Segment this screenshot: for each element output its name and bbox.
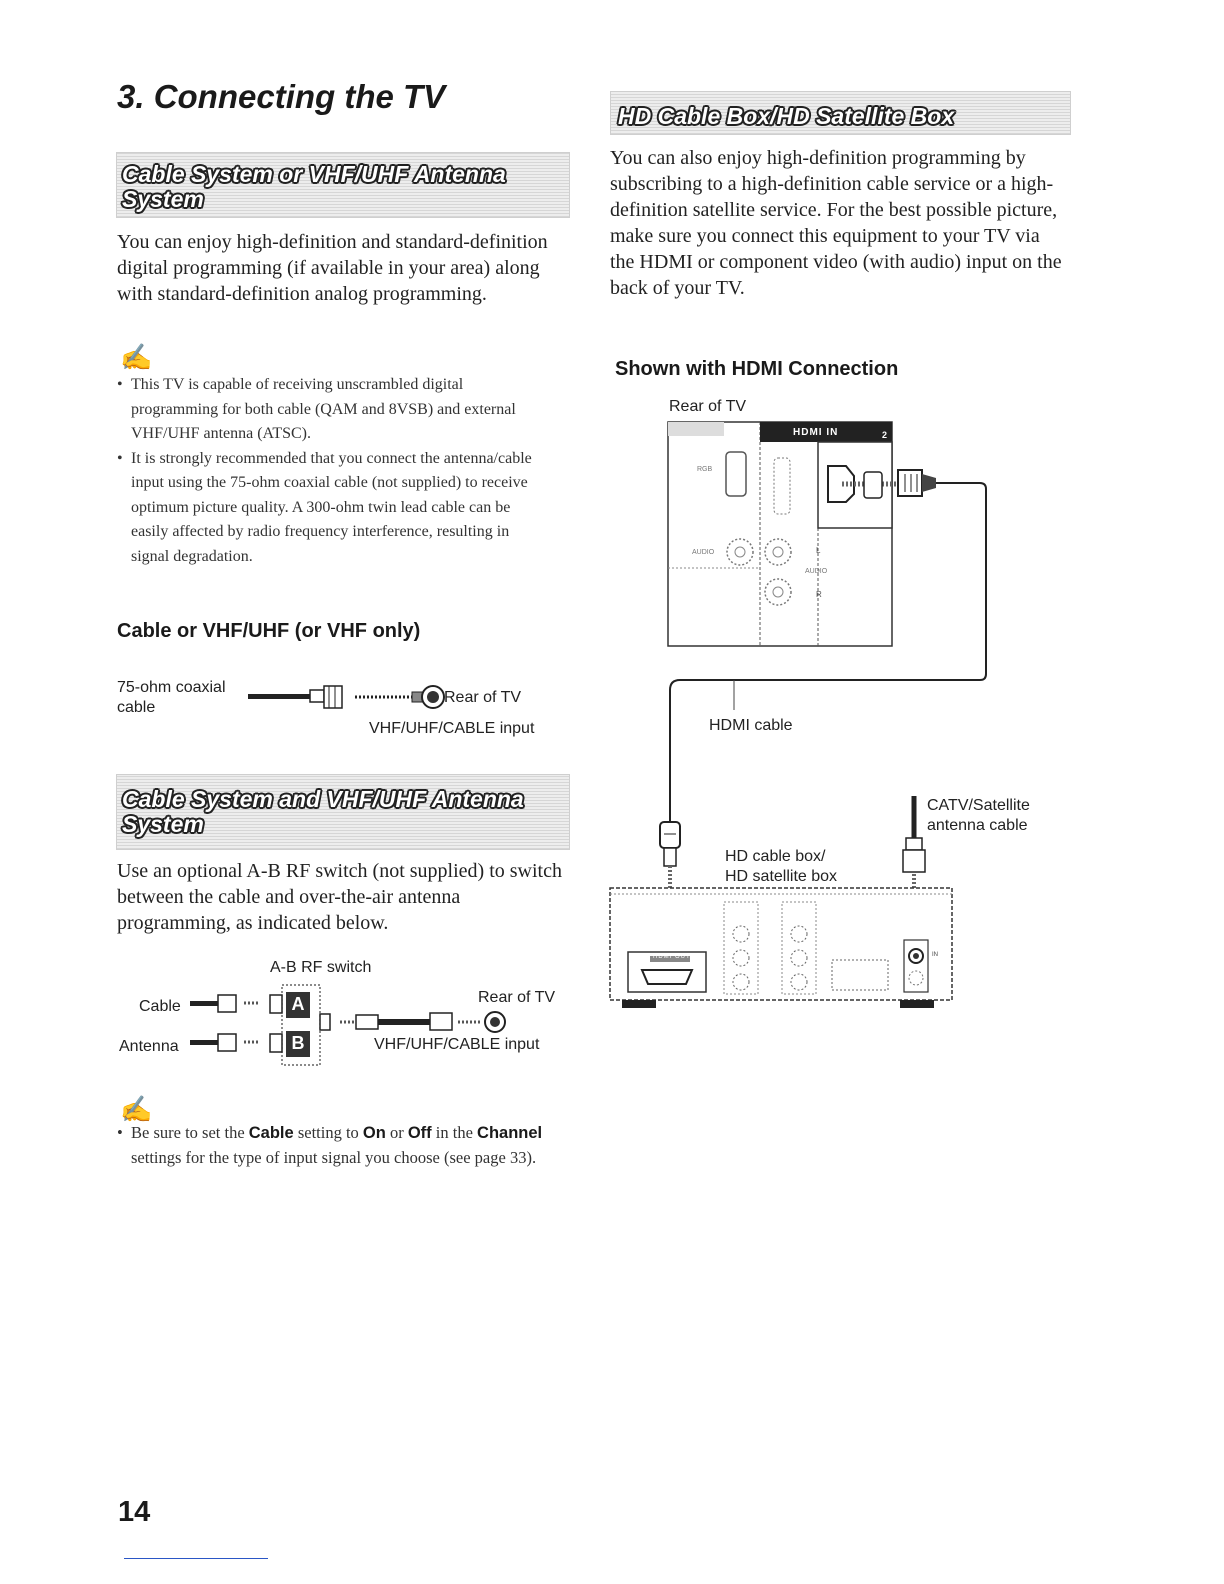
hd-box-label-2: HD satellite box bbox=[725, 868, 838, 885]
note-pencil-icon-2: ✍ bbox=[120, 1095, 153, 1124]
section-heading-cable-and-antenna: Cable System and VHF/UHF Antenna System bbox=[116, 774, 570, 850]
catv-label-2: antenna cable bbox=[927, 817, 1028, 834]
rear-of-tv-label-2: Rear of TV bbox=[478, 989, 556, 1006]
vhf-input-label: VHF/UHF/CABLE input bbox=[369, 720, 535, 737]
hd-box-label-1: HD cable box/ bbox=[725, 848, 826, 865]
hdmi-port-number: 2 bbox=[882, 430, 888, 440]
hdmi-connection-diagram bbox=[600, 418, 1052, 1018]
hd-section-body: You can also enjoy high-definition programming by subscribing to a high-definition cable service or a high-definition satellite service. For the best possible picture, make sure you connect this equipment to your TV via the HDMI or component video (with audio) input on the back of your TV. bbox=[610, 147, 1062, 299]
audio-label-right: AUDIO bbox=[805, 568, 828, 575]
box-in-label: IN bbox=[932, 952, 938, 958]
footer-line bbox=[124, 1558, 268, 1559]
ab-switch-label: A-B RF switch bbox=[270, 959, 372, 976]
section1-notes bbox=[117, 373, 549, 569]
coaxial-cable-diagram bbox=[240, 682, 470, 718]
vhf-input-label-2: VHF/UHF/CABLE input bbox=[374, 1036, 540, 1053]
cable-label: Cable bbox=[139, 998, 181, 1015]
rgb-label: RGB bbox=[697, 466, 713, 473]
section-heading-hd-box: HD Cable Box/HD Satellite Box bbox=[610, 91, 1071, 135]
hdmi-cable-label: HDMI cable bbox=[709, 717, 793, 734]
box-hdmi-out-label: HDMI OUT bbox=[653, 954, 691, 960]
antenna-label: Antenna bbox=[119, 1038, 179, 1055]
catv-label-1: CATV/Satellite bbox=[927, 797, 1030, 814]
subheading-cable-vhf: Cable or VHF/UHF (or VHF only) bbox=[117, 620, 421, 642]
rear-of-tv-label-3: Rear of TV bbox=[669, 398, 747, 415]
section2-body: Use an optional A-B RF switch (not supplied) to switch between the cable and over-the-air antenna programming, as indicated below. bbox=[117, 860, 562, 934]
section-heading-cable-or-antenna: Cable System or VHF/UHF Antenna System bbox=[116, 152, 570, 218]
subheading-hdmi: Shown with HDMI Connection bbox=[615, 358, 899, 380]
page-title: 3. Connecting the TV bbox=[117, 78, 446, 115]
audio-r-label: R bbox=[816, 590, 822, 599]
rear-of-tv-label: Rear of TV bbox=[444, 689, 522, 706]
port-b-label: B bbox=[291, 1033, 305, 1053]
coaxial-cable-label-2: cable bbox=[117, 699, 156, 716]
port-a-label: A bbox=[291, 994, 305, 1014]
hdmi-in-label: HDMI IN bbox=[793, 427, 839, 438]
section1-body: You can enjoy high-definition and standard-definition digital programming (if available in your area) along with standard-definition analog programming. bbox=[117, 231, 548, 305]
page-number: 14 bbox=[118, 1496, 151, 1528]
audio-label-left: AUDIO bbox=[692, 549, 715, 556]
note-pencil-icon: ✍ bbox=[120, 343, 153, 372]
audio-l-label: L bbox=[816, 546, 821, 555]
note-item: • Be sure to set the Cable setting to On or Off in the Channel settings for the type of input signal you choose (see page 33). bbox=[117, 1121, 557, 1170]
note-item: • This TV is capable of receiving unscrambled digital programming for both cable (QAM and 8VSB) and external VHF/UHF antenna (ATSC). bbox=[117, 373, 549, 447]
section2-notes bbox=[117, 1121, 557, 1170]
note-item: • It is strongly recommended that you connect the antenna/cable input using the 75-ohm coaxial cable (not supplied) to receive optimum picture quality. A 300-ohm twin lead cable can be easily affected by radio frequency interference, resulting in signal degradation. bbox=[117, 447, 549, 570]
ab-switch-diagram bbox=[190, 982, 520, 1068]
coaxial-cable-label: 75-ohm coaxial bbox=[117, 679, 226, 696]
